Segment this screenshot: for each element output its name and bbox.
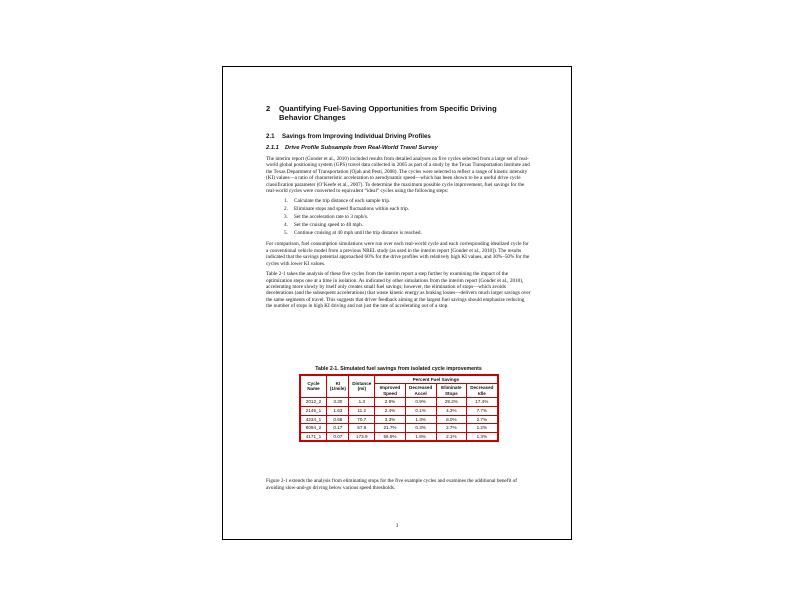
page-content xyxy=(266,104,531,495)
paragraph-comparison: For comparison, fuel consumption simulations were run over each real-world cycle and each corresponding idealized cycle for a conventional vehicle model from a previous NREL study (as used in the interim report [Gonder et al., 2010]). The results indicated that the savings potential approached 60% for the drive profiles with relatively high KI values, and 30%–50% for the cycles with lower KI values. xyxy=(266,241,530,267)
table-cell: 4.3% xyxy=(436,406,467,415)
table-cell: 0.9% xyxy=(405,398,436,407)
list-item-text: Calculate the trip distance of each sample trip. xyxy=(294,198,391,205)
table-row xyxy=(300,432,498,441)
table-cell: 1.63 xyxy=(327,406,349,415)
list-item-text: Set the cruising speed to 40 mph. xyxy=(294,222,364,229)
table-cell: 8094_2 xyxy=(300,424,327,433)
table-row xyxy=(300,415,498,424)
subsection-heading xyxy=(266,133,531,141)
subsubsection-heading xyxy=(266,145,531,152)
table-cell: 0.68 xyxy=(327,415,349,424)
col-header-cycle-name: Cycle Name xyxy=(300,375,327,398)
paragraph-intro: The interim report (Gonder et al., 2010) included results from detailed analyses on five cycles selected from a large set of real-world global positioning system (GPS) travel data collected in 2005 as part of a study by the Texas Transportation Institute and the Texas Department of Transportation (Ojah and Pesti, 2008). The cycles were selected to reflect a range of kinetic intensity (KI) values—a ratio of characteristic acceleration to aerodynamic speed—which has been shown to be a useful drive cycle classification parameter (O’Keefe et al., 2007). To determine the maximum possible cycle improvement, fuel savings for the real-world cycles were converted to equivalent “ideal” cycles using the following steps: xyxy=(266,156,530,195)
document-page xyxy=(222,66,572,540)
list-item-number: 3. xyxy=(284,214,288,221)
table-cell: 4234_1 xyxy=(300,415,327,424)
table-cell: 11.2 xyxy=(349,406,375,415)
table-cell: 0.07 xyxy=(327,432,349,441)
table-cell: 2145_1 xyxy=(300,406,327,415)
fuel-savings-table xyxy=(299,374,499,443)
table-cell: 1.3% xyxy=(467,432,498,441)
table-cell: 1.3% xyxy=(405,415,436,424)
table-cell: 173.9 xyxy=(349,432,375,441)
section-number: 2 xyxy=(266,104,271,113)
list-item-text: Continue cruising at 40 mph until the trip distance is reached. xyxy=(294,230,422,237)
list-item-number: 4. xyxy=(284,222,288,229)
section-title: Quantifying Fuel-Saving Opportunities from Specific Driving Behavior Changes xyxy=(279,104,497,122)
table-cell: 0.1% xyxy=(405,406,436,415)
table-cell: 2.7% xyxy=(467,415,498,424)
list-item-number: 5. xyxy=(284,230,288,237)
table-cell: 0.3% xyxy=(405,424,436,433)
list-item-text: Eliminate stops and speed fluctuations within each trip. xyxy=(294,206,409,213)
table-cell: 1.2% xyxy=(467,424,498,433)
list-item xyxy=(284,230,531,236)
col-header-improved-speed: Improved Speed xyxy=(375,384,406,398)
list-item xyxy=(284,222,531,228)
table-cell: 2.1% xyxy=(436,432,467,441)
col-header-percent-fuel-savings: Percent Fuel Savings xyxy=(375,375,498,384)
paragraph-figure-reference: Figure 2-1 extends the analysis from eliminating stops for the five example cycles and examines the additional benefit of avoiding slow-and-go driving below various speed thresholds. xyxy=(266,478,517,491)
table-cell: 2.4% xyxy=(375,406,406,415)
table-cell: 4171_1 xyxy=(300,432,327,441)
section-heading xyxy=(266,104,531,122)
col-header-decreased-accel: Decreased Accel xyxy=(405,384,436,398)
table-cell: 7.7% xyxy=(467,406,498,415)
table-cell: 56.9% xyxy=(375,432,406,441)
subsection-number: 2.1 xyxy=(266,133,275,140)
table-cell: 70.7 xyxy=(349,415,375,424)
list-item xyxy=(284,198,531,204)
table-row xyxy=(300,398,498,407)
table-row xyxy=(300,406,498,415)
table-cell: 8.0% xyxy=(436,415,467,424)
page-number: 3 xyxy=(395,524,399,529)
idealized-cycle-steps-list xyxy=(284,198,531,236)
subsubsection-title: Drive Profile Subsample from Real-World Travel Survey xyxy=(285,145,438,151)
subsection-title: Savings from Improving Individual Driving Profiles xyxy=(282,133,431,140)
table-cell: 0.17 xyxy=(327,424,349,433)
list-item-number: 1. xyxy=(284,198,288,205)
table-caption: Table 2-1. Simulated fuel savings from isolated cycle improvements xyxy=(315,365,482,372)
list-item-text: Set the acceleration rate to 3 mph/s. xyxy=(294,214,369,221)
table-cell: 2.7% xyxy=(436,424,467,433)
table-cell: 57.8 xyxy=(349,424,375,433)
table-row xyxy=(300,424,498,433)
list-item xyxy=(284,206,531,212)
table-cell: 21.7% xyxy=(375,424,406,433)
col-header-ki: KI (1/mile) xyxy=(327,375,349,398)
col-header-eliminate-stops: Eliminate Stops xyxy=(436,384,467,398)
list-item-number: 2. xyxy=(284,206,288,213)
col-header-distance: Distance (mi) xyxy=(349,375,375,398)
table-cell: 1.3 xyxy=(349,398,375,407)
table-cell: 1.8% xyxy=(405,432,436,441)
subsubsection-number: 2.1.1 xyxy=(266,145,279,151)
col-header-decreased-idle: Decreased Idle xyxy=(467,384,498,398)
list-item xyxy=(284,214,531,220)
table-cell: 2012_2 xyxy=(300,398,327,407)
table-cell: 17.4% xyxy=(467,398,498,407)
table-cell: 29.2% xyxy=(436,398,467,407)
paragraph-table-discussion: Table 2-1 takes the analysis of these five cycles from the interim report a step further by examining the impact of the optimization steps one at a time in isolation. As indicated by other simulations from the interim report (Gonder et al., 2010), accelerating more slowly by itself only creates small fuel savings; however, the elimination of stops—which avoids decelerations (and the subsequent accelerations) that waste kinetic energy as braking losses—delivers much larger savings over the same segments of travel. This suggests that driver feedback aiming at the largest fuel savings should emphasize reducing the number of stops in high KI driving and not just the rate of accelerating out of a stop. xyxy=(266,271,531,310)
table-cell: 2.9% xyxy=(375,398,406,407)
table-cell: 3.3% xyxy=(375,415,406,424)
table-cell: 3.30 xyxy=(327,398,349,407)
